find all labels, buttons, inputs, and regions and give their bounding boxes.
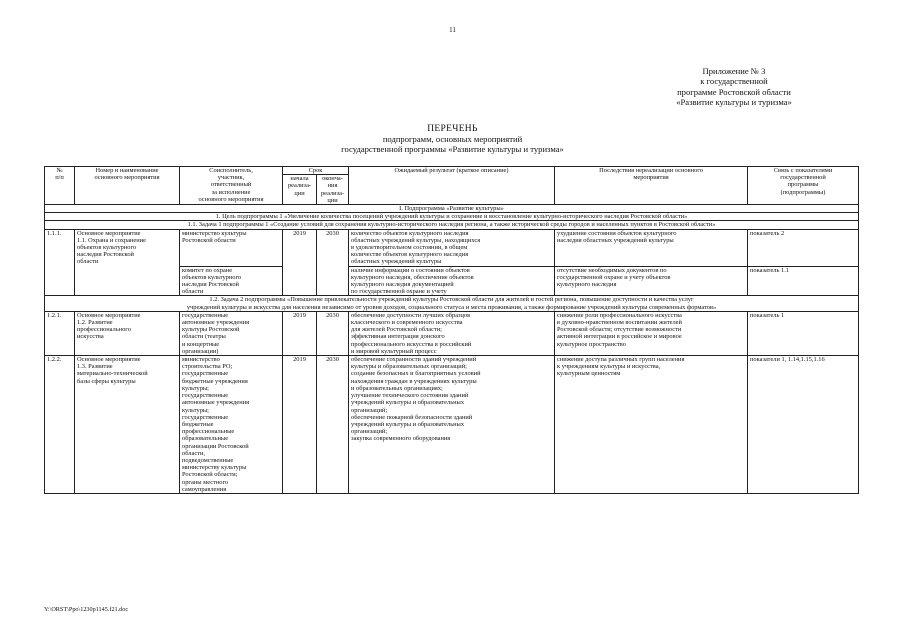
col-header-consequence: Последствия нереализации основного мероприятия bbox=[555, 167, 748, 205]
cell-link: показатели 1, 1.14,1.15,1.16 bbox=[748, 356, 859, 494]
cell-start: 2019 bbox=[283, 229, 317, 296]
cell-num: 1.2.2. bbox=[45, 356, 75, 494]
cell-name: Основное мероприятие 1.1. Охрана и сохранение объектов культурного наследия Ростовской области bbox=[75, 229, 180, 296]
appendix-line: программе Ростовской области bbox=[677, 86, 791, 97]
col-header-executor: Соисполнитель, участник, ответственный за исполнение основного мероприятия bbox=[180, 167, 283, 205]
col-header-term: Срок bbox=[283, 167, 349, 175]
cell-name: Основное мероприятие 1.2. Развитие профессионального искусства bbox=[75, 311, 180, 355]
table-row bbox=[45, 229, 859, 266]
cell-num: 1.2.1. bbox=[45, 311, 75, 355]
cell-result: обеспечение доступности лучших образцов классического и современного искусства для жителей Ростовской области; эффективная интеграция донского профессионального искусства в российский и мировой культурный процесс bbox=[349, 311, 555, 355]
table-header-row bbox=[45, 167, 859, 175]
goal-title: 1. Цель подпрограммы 1 «Увеличение количества посещений учреждений культуры и сохранение и восстановление культурно-исторического наследия Ростовской области» bbox=[45, 213, 859, 221]
task-title: 1.2. Задача 2 подпрограммы «Повышение привлекательности учреждений культуры Ростовской области для жителей и гостей региона, повышение доступности и качества услуг учреждений культуры и искусства для населения независимо от уровня доходов, социального статуса и места проживания, а также формирование учреждений культуры современных форматов» bbox=[45, 296, 859, 311]
cell-start: 2019 bbox=[283, 311, 317, 355]
cell-consequence: отсутствие необходимых документов по государственной охране и учету объектов культурного наследия bbox=[555, 266, 748, 296]
table-row bbox=[45, 311, 859, 355]
cell-start: 2019 bbox=[283, 356, 317, 494]
document-subtitle-line: подпрограмм, основных мероприятий bbox=[382, 134, 523, 144]
cell-result: количество объектов культурного наследия областных учреждений культуры, находящихся в удовлетворительном состоянии, в общем количестве объектов культурного наследия областных учреждений культуры bbox=[349, 229, 555, 266]
cell-name: Основное мероприятие 1.3. Развитие материально-технической базы сферы культуры bbox=[75, 356, 180, 494]
appendix-block bbox=[624, 66, 844, 107]
document-subtitle-line: государственной программы «Развитие культуры и туризма» bbox=[341, 144, 564, 154]
cell-end: 2030 bbox=[317, 356, 349, 494]
page-number: 11 bbox=[449, 26, 456, 34]
measures-table bbox=[44, 166, 859, 494]
document-title: ПЕРЕЧЕНЬ bbox=[427, 124, 478, 134]
cell-num: 1.1.1. bbox=[45, 229, 75, 296]
cell-consequence: снижение роли профессионального искусства в духовно-нравственном воспитании жителей Ростовской области; отсутствие возможности активной интеграции в российское и мировое культурное пространство bbox=[555, 311, 748, 355]
cell-result: наличие информации о состоянии объектов культурного наследия, обеспечение объектов культурного наследия документацией по государственной охране и учету bbox=[349, 266, 555, 296]
col-header-result: Ожидаемый результат (краткое описание) bbox=[349, 167, 555, 205]
col-header-name: Номер и наименование основного мероприятия bbox=[75, 167, 180, 205]
cell-end: 2030 bbox=[317, 311, 349, 355]
cell-end: 2030 bbox=[317, 229, 349, 296]
cell-consequence: снижение доступа различных групп населения к учреждениям культуры и искусства, культурным ценностям bbox=[555, 356, 748, 494]
cell-link: показатель 1 bbox=[748, 311, 859, 355]
cell-executor: государственные автономные учреждения культуры Ростовской области (театры и концертные организации) bbox=[180, 311, 283, 355]
section-row bbox=[45, 205, 859, 213]
col-header-end: оконча- ния реализа- ции bbox=[317, 175, 349, 205]
cell-consequence: ухудшение состояния объектов культурного наследия областных учреждений культуры bbox=[555, 229, 748, 266]
cell-executor: комитет по охране объектов культурного наследия Ростовской области bbox=[180, 266, 283, 296]
section-row bbox=[45, 296, 859, 311]
cell-executor: министерство строительства РО; государственные бюджетные учреждения культуры; государственные автономные учреждения культуры; государственные бюджетные профессиональные образовательные организации Ростовской области, подведомственные министерству культуры Ростовской области; органы местного самоуправления bbox=[180, 356, 283, 494]
col-header-link: Связь с показателями государственной программы (подпрограммы) bbox=[748, 167, 859, 205]
appendix-line: «Развитие культуры и туризма» bbox=[676, 96, 792, 107]
section-row bbox=[45, 213, 859, 221]
col-header-start: начала реализа- ции bbox=[283, 175, 317, 205]
file-path-footer: Y:\ORST\Ppo\1230p1145.f21.doc bbox=[44, 606, 129, 613]
table-row bbox=[45, 356, 859, 494]
cell-result: обеспечение сохранности зданий учреждений культуры и образовательных организаций; создание безопасных и благоприятных условий нахождения граждан в учреждениях культуры и образовательных организациях; улучшение технического состояния зданий учреждений культуры и образовательных организаций; обеспечение пожарной безопасности зданий учреждений культуры и образовательных организаций; закупка современного оборудования bbox=[349, 356, 555, 494]
task-title: 1.1. Задача 1 подпрограммы 1 «Создание условий для сохранения культурно-исторического наследия региона, а также исторической среды городов и населенных пунктов в Ростовской области» bbox=[45, 221, 859, 229]
cell-executor: министерство культуры Ростовской области bbox=[180, 229, 283, 266]
cell-link: показатель 1.1 bbox=[748, 266, 859, 296]
section-row bbox=[45, 221, 859, 229]
subprogram-title: I. Подпрограмма «Развитие культуры» bbox=[45, 205, 859, 213]
appendix-line: к государственной bbox=[700, 76, 768, 87]
cell-link: показатель 2 bbox=[748, 229, 859, 266]
col-header-num: № п/п bbox=[45, 167, 75, 205]
document-heading bbox=[0, 124, 905, 154]
appendix-line: Приложение № 3 bbox=[702, 66, 766, 76]
